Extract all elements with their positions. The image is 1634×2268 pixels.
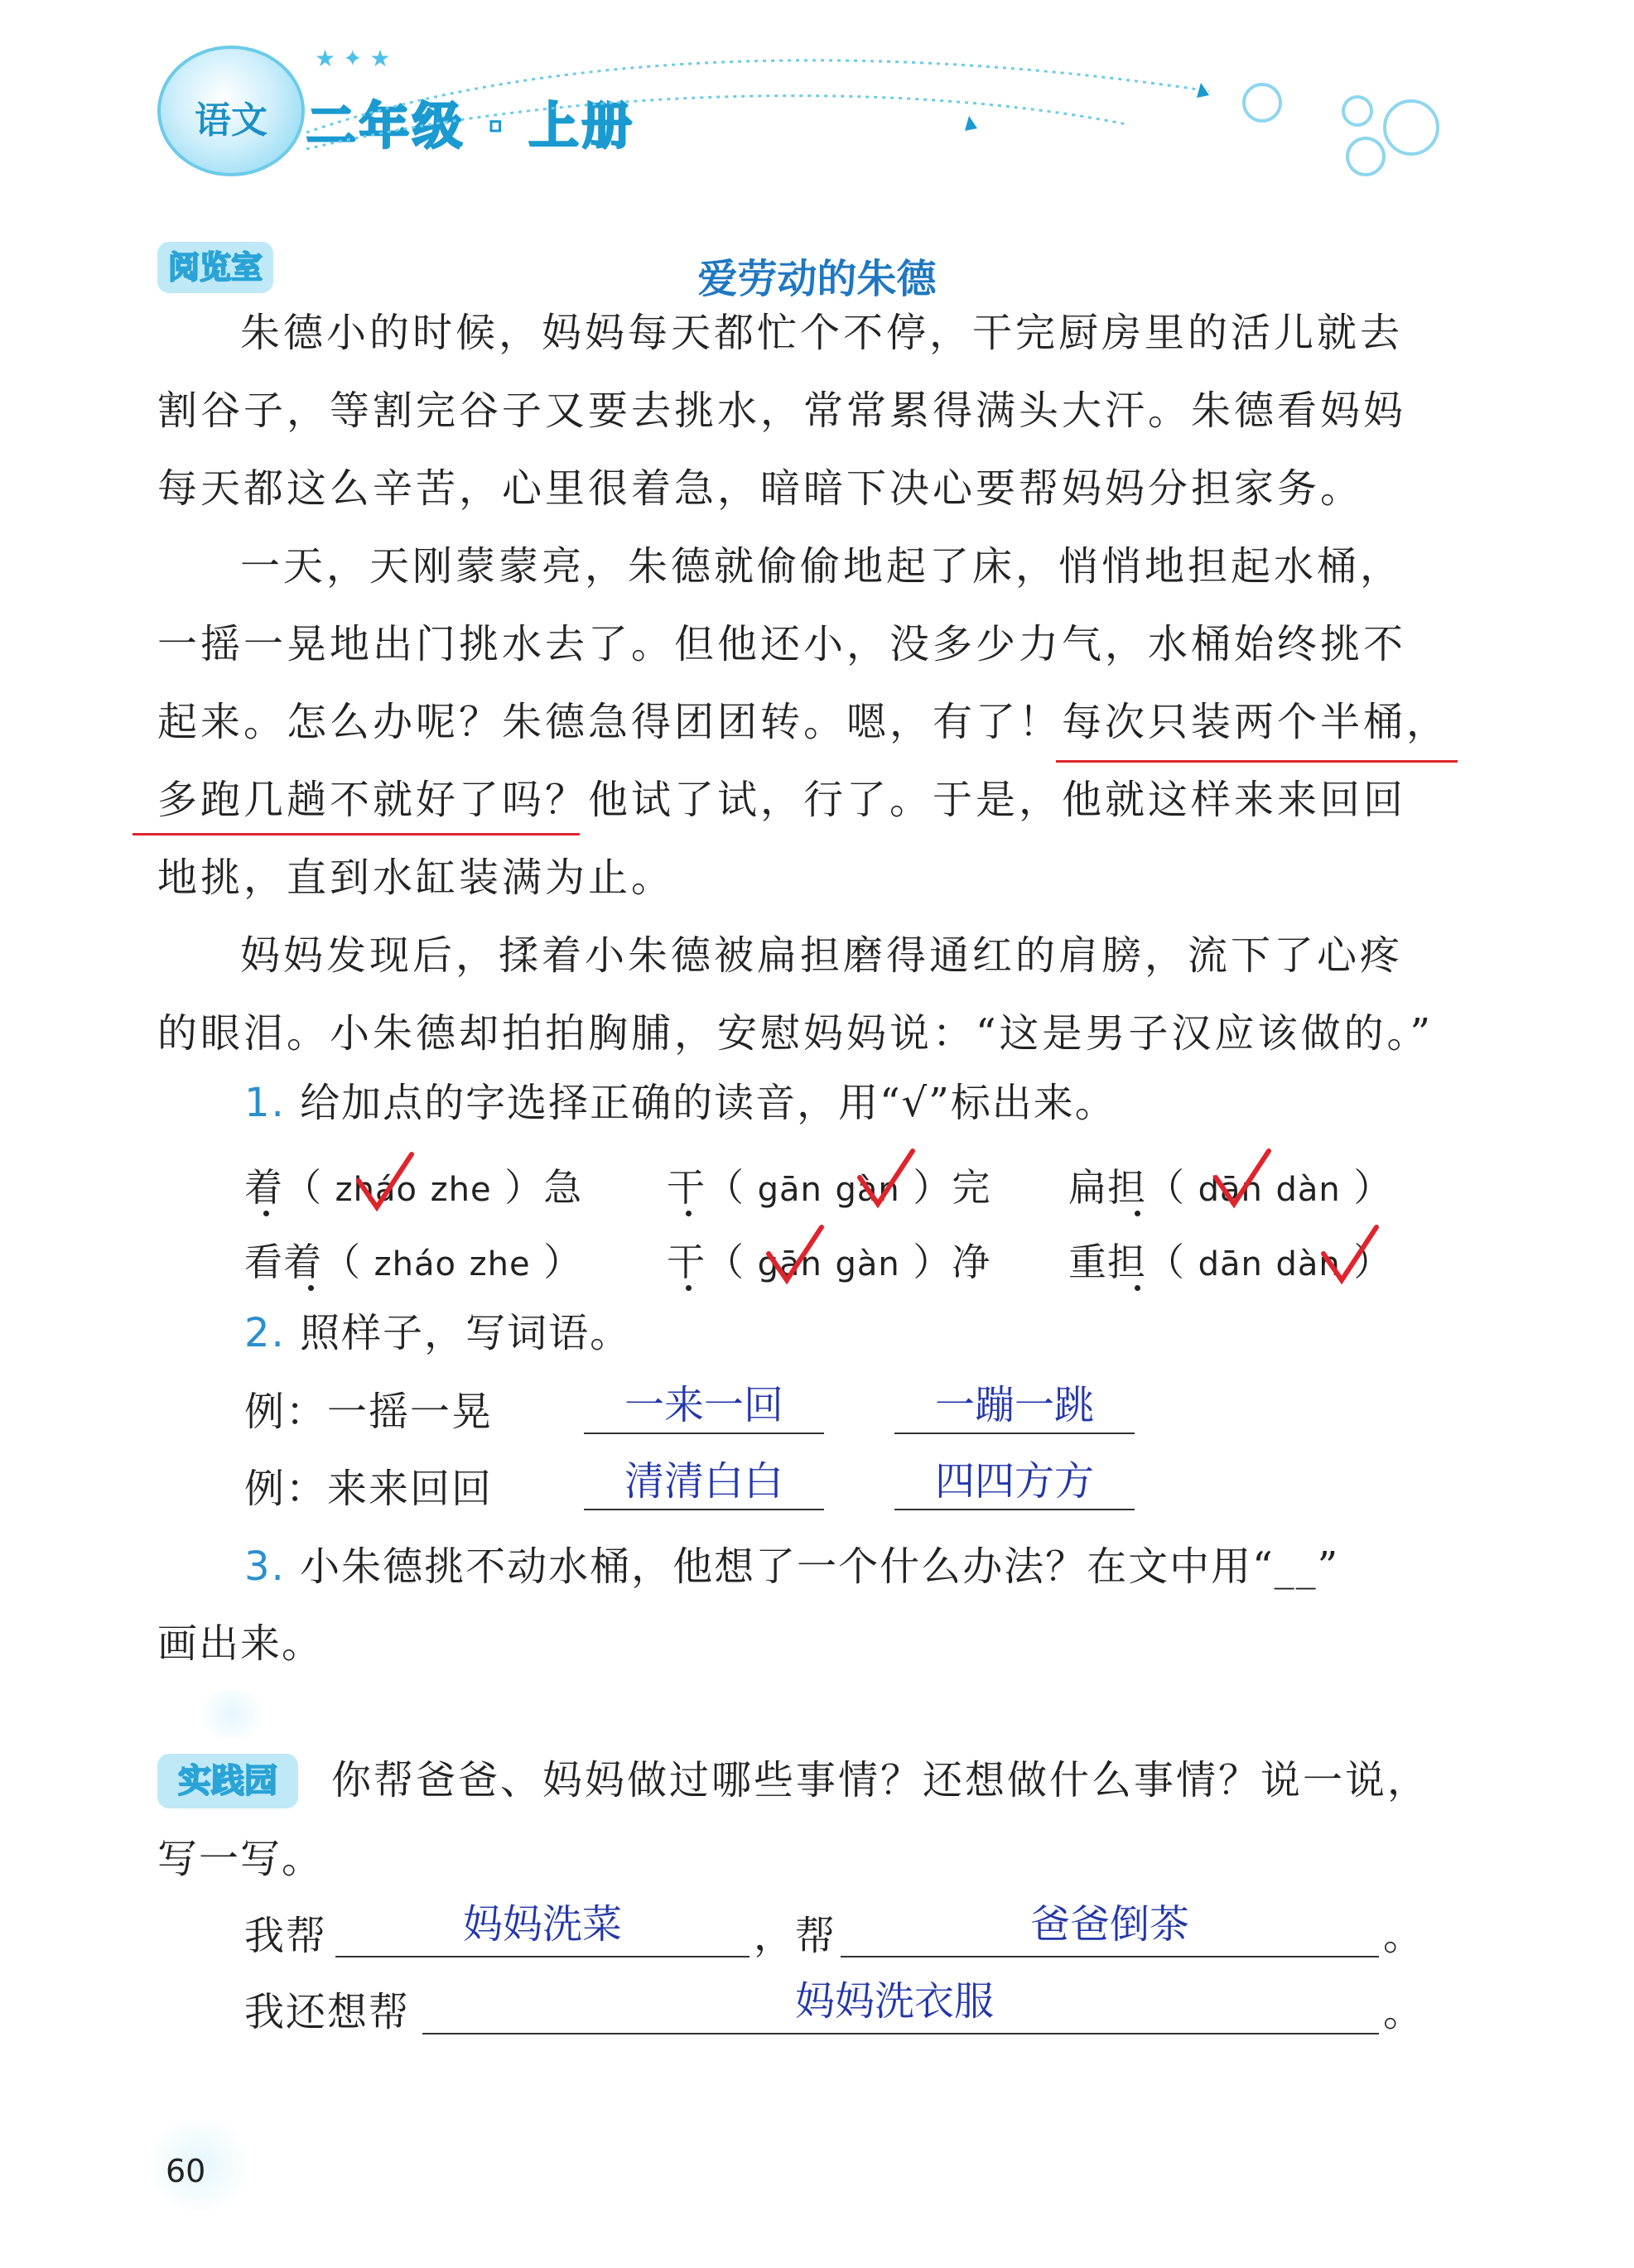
- pinyin-option: zháo: [374, 1245, 456, 1283]
- question-3: [244, 1542, 1339, 1591]
- fill-end: 。: [1383, 1913, 1425, 1959]
- answer-text: 清清白白: [624, 1458, 783, 1505]
- answer-underline: [133, 833, 580, 835]
- item-word: 急: [543, 1165, 583, 1210]
- answer-text: 一蹦一跳: [934, 1382, 1094, 1428]
- question-text: 小朱德挑不动水桶，他想了一个什么办法？在文中用“__”: [300, 1543, 1340, 1590]
- answer-underline: [1056, 760, 1458, 763]
- answer-text: 妈妈洗衣服: [795, 1978, 995, 2025]
- bracket: ）: [1353, 1240, 1393, 1284]
- answer-text: 爸爸倒茶: [1029, 1901, 1189, 1948]
- bracket: （: [322, 1240, 361, 1284]
- subject-label: 语文: [195, 99, 268, 142]
- pinyin-option: zháo: [335, 1171, 417, 1209]
- bracket: ）: [913, 1240, 952, 1284]
- fill-end: 。: [1383, 1989, 1425, 2035]
- check-mark-icon: [352, 1149, 418, 1216]
- check-mark-icon: [853, 1146, 919, 1212]
- bubble-decoration: [1342, 95, 1373, 127]
- pinyin-option: dàn: [1275, 1171, 1341, 1209]
- answer-blank-line: [584, 1433, 824, 1434]
- pinyin-item: [667, 1232, 991, 1287]
- emphasis-dot: [686, 1211, 692, 1216]
- check-mark-icon: [762, 1222, 828, 1288]
- pinyin-option: zhe: [469, 1245, 531, 1283]
- flower-decoration: [195, 1689, 269, 1739]
- emphasis-dot: [1135, 1211, 1140, 1216]
- check-mark-icon: [1317, 1222, 1383, 1288]
- fill-connector: ，帮: [754, 1913, 837, 1959]
- bracket: （: [1146, 1240, 1185, 1284]
- bracket: ）: [913, 1165, 952, 1210]
- bracket: （: [706, 1165, 745, 1210]
- answer-blank-line: [335, 1956, 750, 1957]
- reading-section-badge: 阅览室: [157, 242, 273, 293]
- pinyin-option: dàn: [1275, 1245, 1341, 1283]
- pinyin-item: [244, 1232, 582, 1287]
- pinyin-option: zhe: [430, 1171, 492, 1209]
- passage-line: 朱德小的时候，妈妈每天都忙个不停，干完厨房里的活儿就去: [240, 310, 1404, 356]
- answer-text: 一来一回: [624, 1382, 783, 1428]
- practice-prompt: 你帮爸爸、妈妈做过哪些事情？还想做什么事情？说一说，: [331, 1757, 1430, 1803]
- bracket: ）: [543, 1240, 583, 1284]
- question-number: 3.: [244, 1543, 286, 1590]
- grade-label: 二年级 · 上册: [306, 98, 635, 156]
- answer-blank-line: [841, 1956, 1379, 1957]
- subject-apple-badge: [157, 46, 305, 176]
- question-text: 给加点的字选择正确的读音，用“√”标出来。: [300, 1080, 1116, 1126]
- answer-blank-line: [422, 2033, 1379, 2034]
- fill-prefix: 我帮: [244, 1913, 328, 1959]
- item-word: 着: [244, 1165, 283, 1210]
- answer-text: 妈妈洗菜: [462, 1901, 622, 1948]
- check-mark-icon: [1209, 1146, 1275, 1212]
- bracket: ）: [1353, 1165, 1393, 1210]
- answer-blank-line: [584, 1509, 824, 1510]
- emphasis-dot: [1135, 1285, 1140, 1291]
- item-word: 完: [952, 1165, 991, 1210]
- emphasis-dot: [308, 1285, 314, 1291]
- example-label: 例：来来回回: [244, 1466, 494, 1512]
- item-word: 看着: [244, 1240, 322, 1284]
- svg-text:★ ✦ ★: ★ ✦ ★: [315, 45, 391, 72]
- answer-blank-line: [894, 1433, 1135, 1434]
- item-word: 重担: [1068, 1240, 1146, 1284]
- practice-section-badge: 实践园: [157, 1754, 298, 1808]
- bracket: （: [706, 1240, 745, 1284]
- pinyin-item: [667, 1158, 991, 1212]
- passage-line: 多跑几趟不就好了吗？他试了试，行了。于是，他就这样来来回回: [157, 777, 1407, 823]
- pinyin-option: dān: [1198, 1245, 1263, 1283]
- pinyin-option: gān: [757, 1171, 822, 1209]
- question-text: 照样子，写词语。: [300, 1310, 632, 1356]
- emphasis-dot: [686, 1285, 692, 1291]
- passage-title: 爱劳动的朱德: [697, 256, 937, 302]
- passage-line: 每天都这么辛苦，心里很着急，暗暗下决心要帮妈妈分担家务。: [157, 465, 1364, 512]
- item-word: 扁担: [1068, 1165, 1146, 1210]
- pinyin-option: dān: [1198, 1171, 1263, 1209]
- passage-line: 起来。怎么办呢？朱德急得团团转。嗯，有了！每次只装两个半桶，: [157, 699, 1450, 745]
- question-number: 1.: [244, 1080, 286, 1126]
- answer-blank-line: [894, 1509, 1135, 1510]
- question-2: [244, 1308, 631, 1358]
- passage-line: 地挑，直到水缸装满为止。: [157, 855, 675, 901]
- passage-line: 的眼泪。小朱德却拍拍胸脯，安慰妈妈说：“这是男子汉应该做的。”: [157, 1010, 1434, 1057]
- passage-line: 一摇一晃地出门挑水去了。但他还小，没多少力气，水桶始终挑不: [157, 621, 1407, 667]
- example-label: 例：一摇一晃: [244, 1389, 494, 1435]
- passage-line: 割谷子，等割完谷子又要去挑水，常常累得满头大汗。朱德看妈妈: [157, 388, 1407, 434]
- item-word: 净: [952, 1240, 991, 1284]
- fill-prefix: 我还想帮: [244, 1989, 411, 2035]
- bubble-decoration: [1242, 83, 1282, 123]
- emphasis-dot: [263, 1211, 269, 1216]
- passage-line: 一天，天刚蒙蒙亮，朱德就偷偷地起了床，悄悄地担起水桶，: [240, 543, 1404, 590]
- pinyin-option: gān: [757, 1245, 822, 1283]
- header-swoosh-decoration: [298, 33, 1226, 166]
- item-word: 干: [667, 1165, 706, 1210]
- passage-line: 妈妈发现后，揉着小朱德被扁担磨得通红的肩膀，流下了心疼: [240, 932, 1404, 979]
- bubble-decoration: [1346, 137, 1386, 176]
- question-number: 2.: [244, 1310, 286, 1356]
- page-number: 60: [166, 2153, 206, 2189]
- pinyin-option: gàn: [835, 1245, 900, 1283]
- bracket: ）: [504, 1165, 544, 1210]
- question-1: [244, 1078, 1116, 1128]
- practice-prompt: 写一写。: [157, 1836, 324, 1882]
- question-text: 画出来。: [157, 1620, 324, 1667]
- item-word: 干: [667, 1240, 706, 1284]
- bracket: （: [283, 1165, 322, 1210]
- bracket: （: [1146, 1165, 1185, 1210]
- answer-text: 四四方方: [934, 1458, 1094, 1505]
- pinyin-option: gàn: [835, 1171, 900, 1209]
- bubble-decoration: [1383, 99, 1439, 156]
